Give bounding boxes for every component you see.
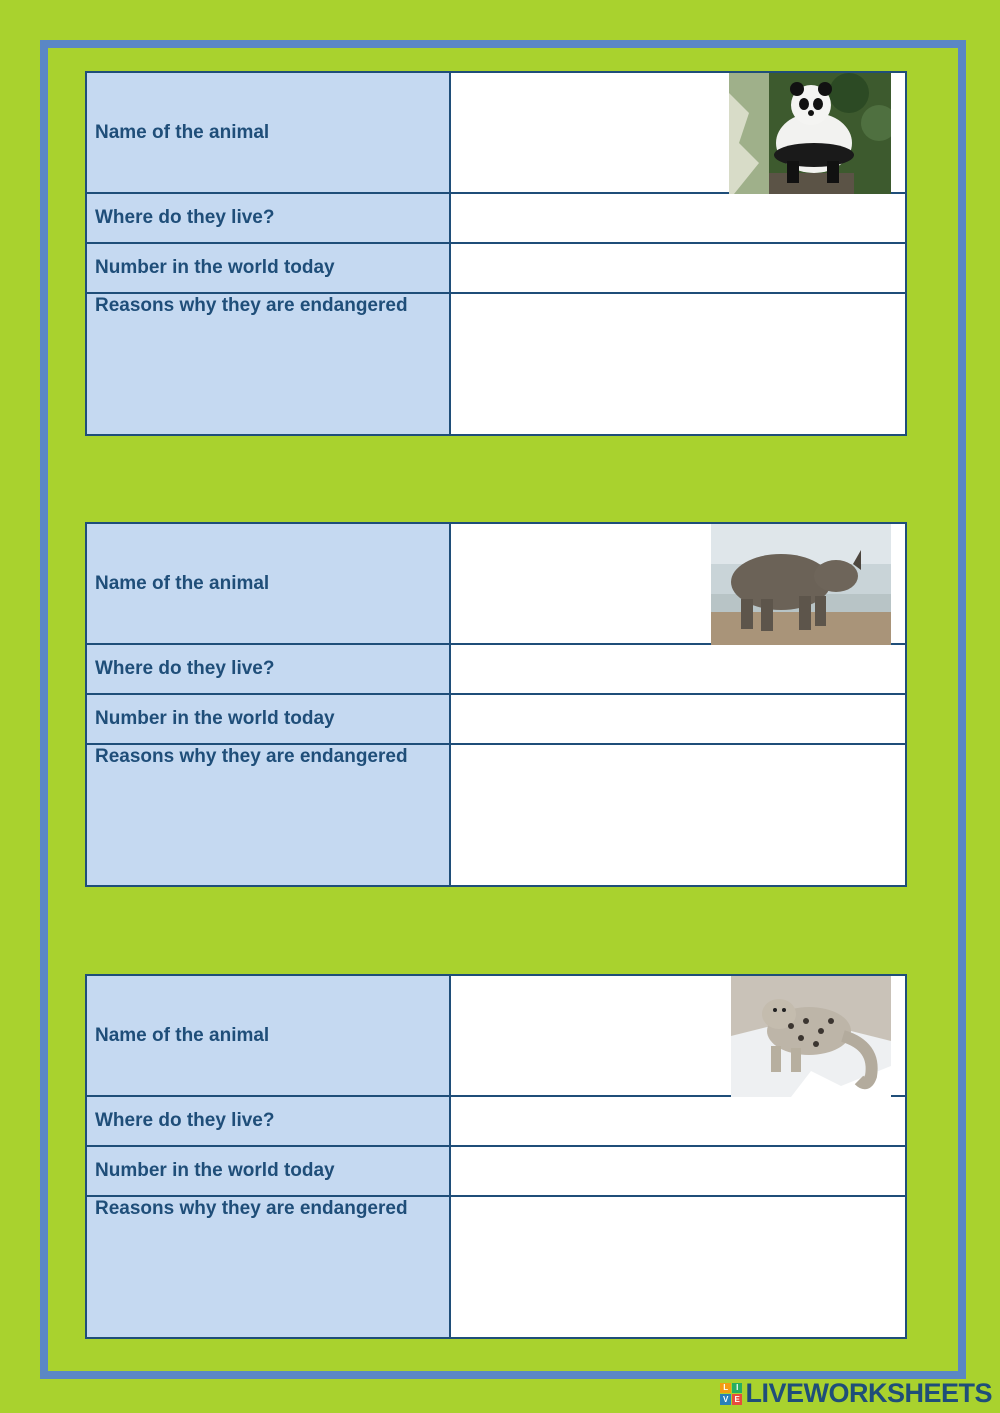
reasons-input[interactable] bbox=[451, 294, 905, 434]
number-label: Number in the world today bbox=[87, 244, 451, 292]
live-input[interactable] bbox=[451, 645, 905, 693]
reasons-input[interactable] bbox=[451, 745, 905, 885]
animal-card-snow-leopard bbox=[85, 974, 907, 1339]
name-label: Name of the animal bbox=[87, 976, 451, 1095]
live-label: Where do they live? bbox=[87, 645, 451, 693]
name-label: Name of the animal bbox=[87, 73, 451, 192]
number-input[interactable] bbox=[451, 1147, 905, 1195]
reasons-label: Reasons why they are endangered bbox=[87, 745, 451, 885]
reasons-label: Reasons why they are endangered bbox=[87, 1197, 451, 1337]
name-label: Name of the animal bbox=[87, 524, 451, 643]
number-label: Number in the world today bbox=[87, 695, 451, 743]
logo-icon: L I V E bbox=[720, 1383, 742, 1405]
panda-photo bbox=[729, 73, 891, 194]
number-input[interactable] bbox=[451, 695, 905, 743]
liveworksheets-logo bbox=[720, 1378, 992, 1409]
number-label: Number in the world today bbox=[87, 1147, 451, 1195]
snow-leopard-photo bbox=[731, 976, 891, 1097]
reasons-label: Reasons why they are endangered bbox=[87, 294, 451, 434]
live-input[interactable] bbox=[451, 194, 905, 242]
animal-card-panda bbox=[85, 71, 907, 436]
reasons-input[interactable] bbox=[451, 1197, 905, 1337]
live-label: Where do they live? bbox=[87, 1097, 451, 1145]
animal-card-rhino bbox=[85, 522, 907, 887]
brand-name: LIVEWORKSHEETS bbox=[745, 1378, 992, 1408]
number-input[interactable] bbox=[451, 244, 905, 292]
live-label: Where do they live? bbox=[87, 194, 451, 242]
live-input[interactable] bbox=[451, 1097, 905, 1145]
rhino-photo bbox=[711, 524, 891, 645]
